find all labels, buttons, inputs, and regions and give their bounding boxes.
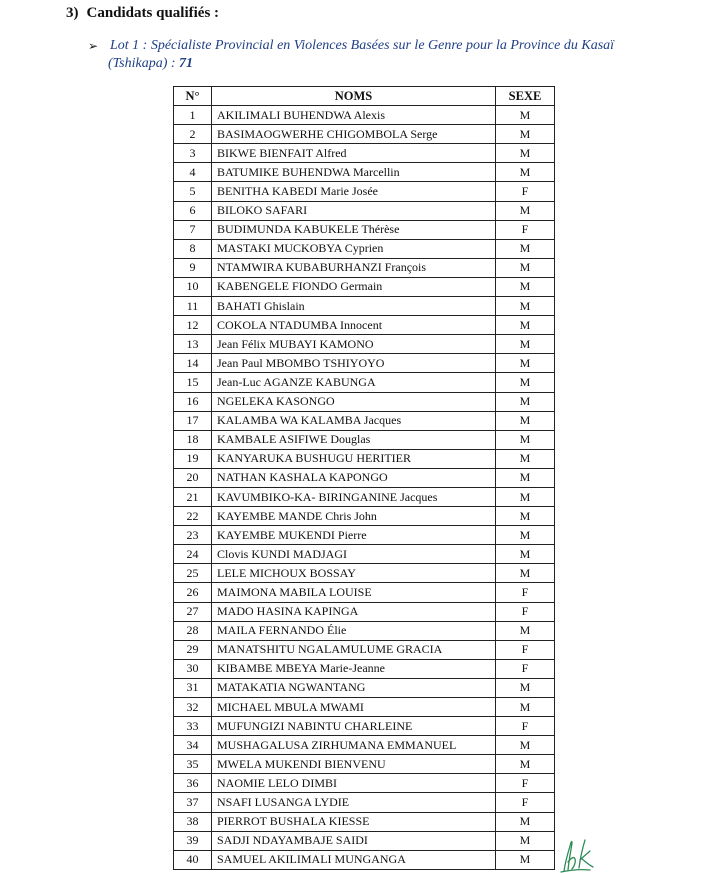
- candidate-sex: M: [496, 678, 555, 697]
- table-header-row: [174, 87, 555, 106]
- table-row: [174, 144, 555, 163]
- row-number: 12: [174, 316, 212, 335]
- row-number: 7: [174, 220, 212, 239]
- candidate-name: COKOLA NTADUMBA Innocent: [212, 316, 496, 335]
- candidate-name: BATUMIKE BUHENDWA Marcellin: [212, 163, 496, 182]
- candidate-sex: F: [496, 774, 555, 793]
- section-number: 3): [66, 5, 79, 21]
- header-sex: SEXE: [496, 87, 555, 106]
- candidate-sex: F: [496, 220, 555, 239]
- candidate-sex: M: [496, 698, 555, 717]
- candidate-sex: M: [496, 430, 555, 449]
- row-number: 39: [174, 831, 212, 850]
- lot-count: 71: [179, 56, 194, 71]
- candidate-sex: M: [496, 258, 555, 277]
- candidate-name: MICHAEL MBULA MWAMI: [212, 698, 496, 717]
- row-number: 33: [174, 717, 212, 736]
- candidate-sex: M: [496, 411, 555, 430]
- header-names: NOMS: [212, 87, 496, 106]
- table-row: [174, 373, 555, 392]
- candidate-name: KANYARUKA BUSHUGU HERITIER: [212, 449, 496, 468]
- table-row: [174, 831, 555, 850]
- table-row: [174, 812, 555, 831]
- candidate-name: BENITHA KABEDI Marie Josée: [212, 182, 496, 201]
- candidate-sex: M: [496, 449, 555, 468]
- candidate-sex: M: [496, 125, 555, 144]
- candidate-sex: M: [496, 736, 555, 755]
- candidate-sex: M: [496, 812, 555, 831]
- table-row: [174, 793, 555, 812]
- table-row: [174, 659, 555, 678]
- table-row: [174, 411, 555, 430]
- candidate-sex: M: [496, 373, 555, 392]
- table-row: [174, 468, 555, 487]
- row-number: 21: [174, 487, 212, 506]
- candidates-table: [173, 86, 555, 870]
- candidate-name: MUSHAGALUSA ZIRHUMANA EMMANUEL: [212, 736, 496, 755]
- table-row: [174, 526, 555, 545]
- row-number: 38: [174, 812, 212, 831]
- row-number: 3: [174, 144, 212, 163]
- candidate-sex: M: [496, 507, 555, 526]
- row-number: 14: [174, 354, 212, 373]
- table-row: [174, 755, 555, 774]
- row-number: 22: [174, 507, 212, 526]
- candidate-name: LELE MICHOUX BOSSAY: [212, 564, 496, 583]
- table-row: [174, 201, 555, 220]
- candidate-name: NTAMWIRA KUBABURHANZI François: [212, 258, 496, 277]
- candidate-sex: M: [496, 201, 555, 220]
- candidate-name: NAOMIE LELO DIMBI: [212, 774, 496, 793]
- lot-location: [108, 55, 193, 73]
- table-row: [174, 640, 555, 659]
- table-row: [174, 583, 555, 602]
- candidate-name: SAMUEL AKILIMALI MUNGANGA: [212, 850, 496, 869]
- table-row: [174, 220, 555, 239]
- candidate-sex: M: [496, 144, 555, 163]
- candidate-sex: M: [496, 755, 555, 774]
- row-number: 8: [174, 239, 212, 258]
- candidate-sex: F: [496, 793, 555, 812]
- candidate-name: MAILA FERNANDO Élie: [212, 621, 496, 640]
- candidate-name: MASTAKI MUCKOBYA Cyprien: [212, 239, 496, 258]
- table-row: [174, 335, 555, 354]
- candidate-sex: M: [496, 831, 555, 850]
- candidate-sex: M: [496, 468, 555, 487]
- table-row: [174, 564, 555, 583]
- candidate-name: Jean-Luc AGANZE KABUNGA: [212, 373, 496, 392]
- arrow-bullet-icon: ➢: [88, 39, 99, 53]
- row-number: 2: [174, 125, 212, 144]
- candidate-name: BIKWE BIENFAIT Alfred: [212, 144, 496, 163]
- candidate-name: MWELA MUKENDI BIENVENU: [212, 755, 496, 774]
- candidate-name: NGELEKA KASONGO: [212, 392, 496, 411]
- candidate-name: NSAFI LUSANGA LYDIE: [212, 793, 496, 812]
- candidate-name: MAIMONA MABILA LOUISE: [212, 583, 496, 602]
- table-row: [174, 392, 555, 411]
- candidate-sex: F: [496, 659, 555, 678]
- row-number: 24: [174, 545, 212, 564]
- candidate-name: BUDIMUNDA KABUKELE Thérèse: [212, 220, 496, 239]
- header-number: N°: [174, 87, 212, 106]
- row-number: 20: [174, 468, 212, 487]
- candidate-sex: F: [496, 640, 555, 659]
- row-number: 25: [174, 564, 212, 583]
- row-number: 11: [174, 297, 212, 316]
- row-number: 28: [174, 621, 212, 640]
- candidate-sex: F: [496, 583, 555, 602]
- row-number: 9: [174, 258, 212, 277]
- table-row: [174, 354, 555, 373]
- table-row: [174, 297, 555, 316]
- row-number: 37: [174, 793, 212, 812]
- row-number: 35: [174, 755, 212, 774]
- candidate-name: KALAMBA WA KALAMBA Jacques: [212, 411, 496, 430]
- row-number: 18: [174, 430, 212, 449]
- row-number: 32: [174, 698, 212, 717]
- candidate-sex: M: [496, 297, 555, 316]
- table-row: [174, 717, 555, 736]
- candidate-name: Jean Félix MUBAYI KAMONO: [212, 335, 496, 354]
- candidate-sex: M: [496, 621, 555, 640]
- candidate-sex: M: [496, 335, 555, 354]
- row-number: 34: [174, 736, 212, 755]
- candidate-name: Clovis KUNDI MADJAGI: [212, 545, 496, 564]
- table-row: [174, 736, 555, 755]
- row-number: 29: [174, 640, 212, 659]
- table-row: [174, 163, 555, 182]
- candidate-name: KAVUMBIKO-KA- BIRINGANINE Jacques: [212, 487, 496, 506]
- candidate-name: BASIMAOGWERHE CHIGOMBOLA Serge: [212, 125, 496, 144]
- row-number: 19: [174, 449, 212, 468]
- candidate-name: KAMBALE ASIFIWE Douglas: [212, 430, 496, 449]
- row-number: 30: [174, 659, 212, 678]
- lot-title: Lot 1 : Spécialiste Provincial en Violences Basées sur le Genre pour la Province du Kasaï: [110, 38, 615, 53]
- table-row: [174, 698, 555, 717]
- candidate-name: BILOKO SAFARI: [212, 201, 496, 220]
- table-row: [174, 258, 555, 277]
- table-row: [174, 316, 555, 335]
- candidate-sex: F: [496, 717, 555, 736]
- candidate-name: MUFUNGIZI NABINTU CHARLEINE: [212, 717, 496, 736]
- row-number: 17: [174, 411, 212, 430]
- table-row: [174, 106, 555, 125]
- candidate-sex: M: [496, 564, 555, 583]
- candidate-sex: M: [496, 545, 555, 564]
- candidate-name: BAHATI Ghislain: [212, 297, 496, 316]
- table-row: [174, 239, 555, 258]
- table-row: [174, 449, 555, 468]
- candidate-name: SADJI NDAYAMBAJE SAIDI: [212, 831, 496, 850]
- row-number: 1: [174, 106, 212, 125]
- candidate-name: NATHAN KASHALA KAPONGO: [212, 468, 496, 487]
- candidate-sex: M: [496, 163, 555, 182]
- table-row: [174, 850, 555, 869]
- row-number: 15: [174, 373, 212, 392]
- table-row: [174, 678, 555, 697]
- table-row: [174, 545, 555, 564]
- candidate-sex: M: [496, 316, 555, 335]
- candidate-name: KIBAMBE MBEYA Marie-Jeanne: [212, 659, 496, 678]
- candidate-sex: F: [496, 602, 555, 621]
- row-number: 13: [174, 335, 212, 354]
- lot-location-prefix: (Tshikapa) :: [108, 56, 180, 71]
- candidate-sex: M: [496, 239, 555, 258]
- candidate-sex: M: [496, 526, 555, 545]
- row-number: 5: [174, 182, 212, 201]
- row-number: 40: [174, 850, 212, 869]
- candidate-name: MADO HASINA KAPINGA: [212, 602, 496, 621]
- candidate-name: KAYEMBE MANDE Chris John: [212, 507, 496, 526]
- candidate-sex: M: [496, 277, 555, 296]
- row-number: 4: [174, 163, 212, 182]
- candidate-name: MANATSHITU NGALAMULUME GRACIA: [212, 640, 496, 659]
- row-number: 27: [174, 602, 212, 621]
- row-number: 6: [174, 201, 212, 220]
- row-number: 16: [174, 392, 212, 411]
- candidate-name: KAYEMBE MUKENDI Pierre: [212, 526, 496, 545]
- candidate-sex: M: [496, 106, 555, 125]
- row-number: 26: [174, 583, 212, 602]
- candidate-sex: M: [496, 487, 555, 506]
- table-row: [174, 507, 555, 526]
- section-heading: [66, 5, 219, 22]
- candidate-sex: M: [496, 392, 555, 411]
- candidate-name: Jean Paul MBOMBO TSHIYOYO: [212, 354, 496, 373]
- row-number: 31: [174, 678, 212, 697]
- table-row: [174, 774, 555, 793]
- table-row: [174, 182, 555, 201]
- row-number: 23: [174, 526, 212, 545]
- section-title: Candidats qualifiés :: [86, 5, 220, 21]
- table-row: [174, 125, 555, 144]
- table-row: [174, 621, 555, 640]
- candidate-sex: M: [496, 354, 555, 373]
- table-row: [174, 277, 555, 296]
- candidate-name: AKILIMALI BUHENDWA Alexis: [212, 106, 496, 125]
- candidate-name: MATAKATIA NGWANTANG: [212, 678, 496, 697]
- signature-initials: [558, 834, 598, 873]
- table-row: [174, 602, 555, 621]
- candidate-sex: F: [496, 182, 555, 201]
- table-row: [174, 430, 555, 449]
- row-number: 10: [174, 277, 212, 296]
- table-row: [174, 487, 555, 506]
- candidate-name: KABENGELE FIONDO Germain: [212, 277, 496, 296]
- row-number: 36: [174, 774, 212, 793]
- candidate-sex: M: [496, 850, 555, 869]
- candidate-name: PIERROT BUSHALA KIESSE: [212, 812, 496, 831]
